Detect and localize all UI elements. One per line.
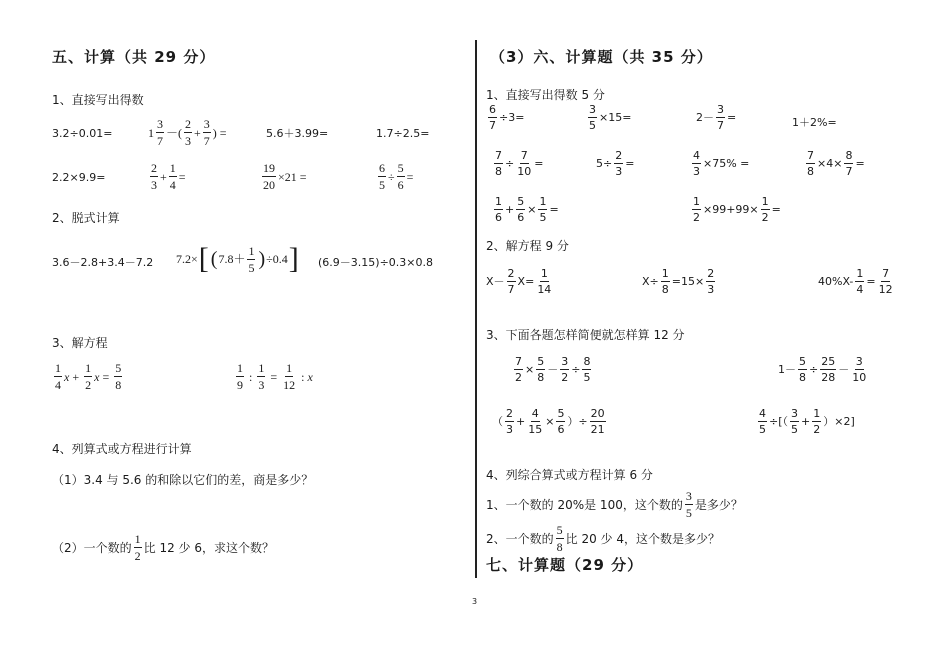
problem-1h: $\frac{6}{5}$ ÷ $\frac{5}{6}$ = [379,161,414,192]
word-problem-2: （2）一个数的 1 2 比 12 少 6，求这个数？ [52,532,274,563]
heading-direct-answer-5: 1、直接写出得数 5 分 [486,88,605,102]
heading-simplify-12: 3、下面各题怎样简便就怎样算 12 分 [486,328,685,342]
r-simplify-c: （ 2 3 + $\frac{4}{15}$ × $\frac{5}{6}$ ）÷ $\frac{20}{21}$ [492,407,605,436]
r-problem-3-1: 1 6 + $\frac{5}{6}$ × $\frac{1}{5}$ = [495,195,559,224]
problem-1c: 5.6＋3.99= [266,126,329,140]
heading-word-problems: 4、列算式或方程进行计算 [52,442,192,456]
word-problem-1: （1）3.4 与 5.6 的和除以它们的差，商是多少？ [52,473,314,487]
r-problem-1-2: $\frac{3}{5}$ ×15= [589,103,632,132]
r-problem-1-3: 2－ $\frac{3}{7}$ = [696,103,737,132]
r-problem-2-4: $\frac{7}{8}$ ×4× $\frac{8}{7}$ = [807,149,865,178]
page-number: 3 [472,597,478,606]
section-title-6: （3）六、计算题（共 35 分） [490,48,713,66]
r-simplify-d: $\frac{4}{5}$ ÷[（ 3 5 + $\frac{1}{2}$ ）×2] [759,407,855,436]
problem-2a: 3.6－2.8+3.4－7.2 [52,255,154,269]
r-problem-2-2: 5÷ $\frac{2}{3}$ = [596,149,635,178]
r-simplify-b: 1－ $\frac{5}{8}$ ÷ $\frac{25}{28}$ － 3 10 [778,355,867,384]
r-equation-b: X÷ $\frac{1}{8}$ =15× $\frac{2}{3}$ [642,267,715,296]
problem-2b: 7.2× [ ( 7.8＋ 1 5 ) ÷0.4 ] [176,242,299,275]
problem-1g: $\frac{19}{20}$ ×21 = [263,161,307,192]
r-simplify-a: $\frac{7}{2}$ × $\frac{5}{8}$ － $\frac{3}{2}$ ÷ $\frac{8}{5}$ [515,355,591,384]
heading-stepwise: 2、脱式计算 [52,211,120,225]
r-equation-a: X－ 2 7 X= $\frac{1}{14}$ [486,267,552,296]
r-word-problem-2: 2、一个数的 5 8 比 20 少 4，这个数是多少？ [486,523,720,554]
r-word-problem-1: 1、一个数的 20%是 100，这个数的 3 5 是多少？ [486,489,743,520]
heading-solve-equation: 3、解方程 [52,336,108,350]
r-problem-2-1: $\frac{7}{8}$ ÷ $\frac{7}{10}$ = [495,149,544,178]
problem-1d: 1.7÷2.5= [376,126,430,140]
problem-1b: 1 3 7 －( 2 3 + $\frac{3}{7}$ ) = [148,117,227,148]
problem-1f: 2 3 + $\frac{1}{4}$ = [151,161,186,192]
problem-1a: 3.2÷0.01= [52,126,113,140]
section-title-7: 七、计算题（29 分） [486,556,644,574]
heading-equations-9: 2、解方程 9 分 [486,239,569,253]
section-title-5: 五、计算（共 29 分） [52,48,216,66]
problem-1e: 2.2×9.9= [52,170,106,184]
r-equation-c: 40%X- $\frac{1}{4}$ = $\frac{7}{12}$ [818,267,893,296]
r-problem-2-3: $\frac{4}{3}$ ×75% = [693,149,750,178]
r-problem-1-1: $\frac{6}{7}$ ÷3= [489,103,525,132]
r-problem-1-4: 1＋2%= [792,115,837,129]
equation-3a: 1 4 x + $\frac{1}{2}$ x = $\frac{5}{8}$ [55,361,122,392]
column-divider [475,40,477,578]
problem-2c: (6.9－3.15)÷0.3×0.8 [318,255,433,269]
heading-combined-6: 4、列综合算式或方程计算 6 分 [486,468,653,482]
heading-direct-answer: 1、直接写出得数 [52,93,144,107]
r-problem-3-2: $\frac{1}{2}$ ×99+99× $\frac{1}{2}$ = [693,195,781,224]
equation-3b: 1 9 : $\frac{1}{3}$ = $\frac{1}{12}$ : x [237,361,313,392]
